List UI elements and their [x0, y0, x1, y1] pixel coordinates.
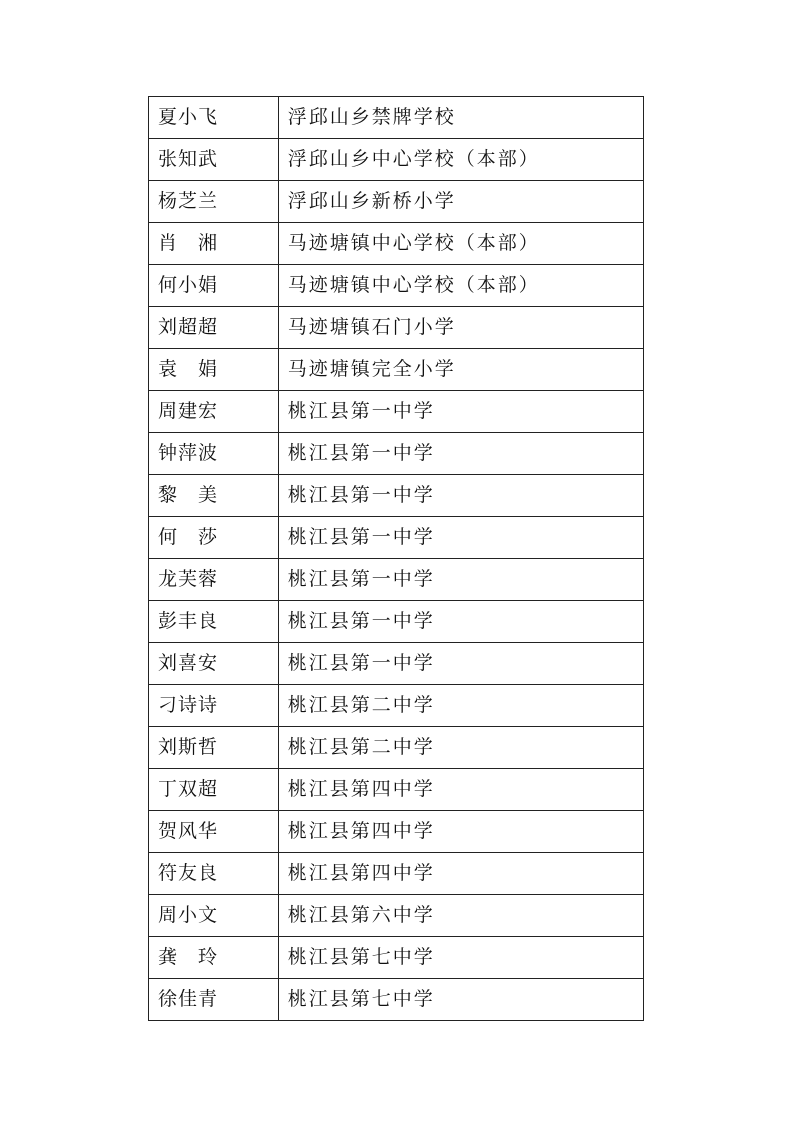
- teacher-name-cell: 龙芙蓉: [149, 559, 279, 601]
- school-name-cell: 桃江县第四中学: [278, 769, 643, 811]
- school-name-cell: 桃江县第一中学: [278, 517, 643, 559]
- teacher-name-cell: 杨芝兰: [149, 181, 279, 223]
- teacher-name-cell: 刘超超: [149, 307, 279, 349]
- teacher-name-cell: 何小娟: [149, 265, 279, 307]
- school-name-cell: 桃江县第一中学: [278, 601, 643, 643]
- table-row: [149, 391, 644, 433]
- table-row: [149, 97, 644, 139]
- table-row: [149, 685, 644, 727]
- teacher-name-cell: 丁双超: [149, 769, 279, 811]
- school-name-cell: 浮邱山乡新桥小学: [278, 181, 643, 223]
- table-row: [149, 895, 644, 937]
- teacher-name-cell: 袁 娟: [149, 349, 279, 391]
- table-row: [149, 811, 644, 853]
- school-name-cell: 桃江县第四中学: [278, 811, 643, 853]
- table-row: [149, 349, 644, 391]
- teacher-name-cell: 龚 玲: [149, 937, 279, 979]
- school-name-cell: 桃江县第七中学: [278, 937, 643, 979]
- teacher-name-cell: 徐佳青: [149, 979, 279, 1021]
- teacher-name-cell: 刘喜安: [149, 643, 279, 685]
- table-row: [149, 517, 644, 559]
- table-row: [149, 181, 644, 223]
- table-row: [149, 727, 644, 769]
- school-name-cell: 桃江县第七中学: [278, 979, 643, 1021]
- roster-body: [149, 97, 644, 1021]
- school-name-cell: 桃江县第六中学: [278, 895, 643, 937]
- table-row: [149, 937, 644, 979]
- school-name-cell: 桃江县第一中学: [278, 391, 643, 433]
- table-row: [149, 139, 644, 181]
- school-name-cell: 桃江县第一中学: [278, 559, 643, 601]
- school-name-cell: 浮邱山乡中心学校（本部）: [278, 139, 643, 181]
- table-row: [149, 979, 644, 1021]
- table-row: [149, 601, 644, 643]
- table-row: [149, 559, 644, 601]
- teacher-name-cell: 黎 美: [149, 475, 279, 517]
- school-name-cell: 桃江县第二中学: [278, 727, 643, 769]
- school-name-cell: 桃江县第二中学: [278, 685, 643, 727]
- table-row: [149, 853, 644, 895]
- teacher-name-cell: 夏小飞: [149, 97, 279, 139]
- teacher-name-cell: 符友良: [149, 853, 279, 895]
- school-name-cell: 桃江县第一中学: [278, 643, 643, 685]
- teacher-name-cell: 肖 湘: [149, 223, 279, 265]
- teacher-name-cell: 刁诗诗: [149, 685, 279, 727]
- table-row: [149, 265, 644, 307]
- teacher-name-cell: 刘斯哲: [149, 727, 279, 769]
- table-row: [149, 223, 644, 265]
- school-name-cell: 马迹塘镇完全小学: [278, 349, 643, 391]
- teacher-name-cell: 贺风华: [149, 811, 279, 853]
- table-row: [149, 433, 644, 475]
- table-row: [149, 643, 644, 685]
- school-name-cell: 桃江县第一中学: [278, 475, 643, 517]
- table-row: [149, 769, 644, 811]
- teacher-name-cell: 何 莎: [149, 517, 279, 559]
- school-name-cell: 马迹塘镇石门小学: [278, 307, 643, 349]
- school-name-cell: 桃江县第一中学: [278, 433, 643, 475]
- school-name-cell: 浮邱山乡禁牌学校: [278, 97, 643, 139]
- teacher-name-cell: 周建宏: [149, 391, 279, 433]
- school-name-cell: 马迹塘镇中心学校（本部）: [278, 223, 643, 265]
- teacher-name-cell: 彭丰良: [149, 601, 279, 643]
- teacher-name-cell: 周小文: [149, 895, 279, 937]
- teacher-name-cell: 张知武: [149, 139, 279, 181]
- school-name-cell: 马迹塘镇中心学校（本部）: [278, 265, 643, 307]
- table-row: [149, 307, 644, 349]
- roster-table: [148, 96, 644, 1021]
- teacher-name-cell: 钟萍波: [149, 433, 279, 475]
- school-name-cell: 桃江县第四中学: [278, 853, 643, 895]
- table-row: [149, 475, 644, 517]
